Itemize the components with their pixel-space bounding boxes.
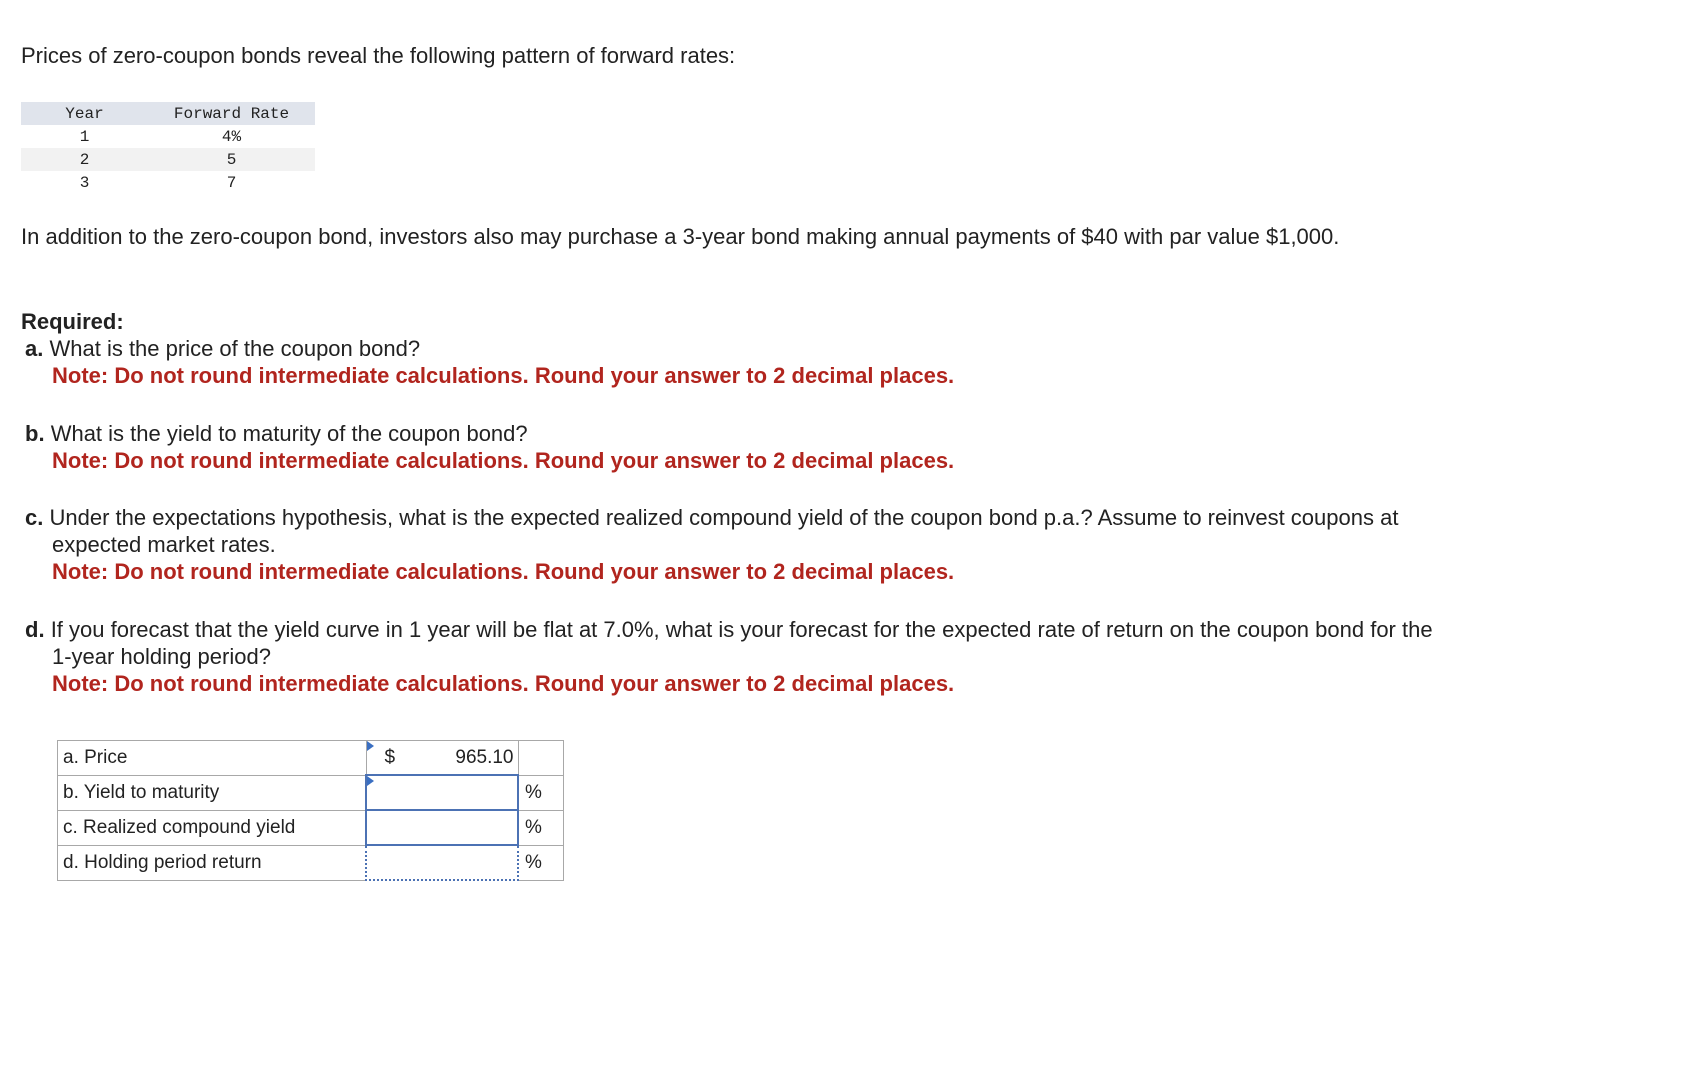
realized-input[interactable] <box>366 810 518 845</box>
answer-marker-icon <box>367 741 374 751</box>
question-note: Note: Do not round intermediate calculations. Round your answer to 2 decimal places. <box>52 448 955 473</box>
ytm-unit: % <box>518 775 564 810</box>
question-letter: c. <box>25 505 44 530</box>
bond-description: In addition to the zero-coupon bond, investors also may purchase a 3-year bond making annual payments of $40 with par value $1,000. <box>21 224 1340 249</box>
question-a <box>25 335 1445 389</box>
answer-row-ytm <box>58 775 564 810</box>
year-cell: 1 <box>79 127 90 146</box>
forward-rate-header: Forward Rate <box>148 102 315 125</box>
year-cell: 2 <box>21 148 148 171</box>
question-text: If you forecast that the yield curve in 1 year will be flat at 7.0%, what is your forecast for the expected rate of return on the coupon bond for the 1-year holding period? <box>50 617 1433 669</box>
question-letter: b. <box>25 421 45 446</box>
answer-marker-icon <box>367 776 374 786</box>
rate-cell: 7 <box>226 173 237 192</box>
forward-rates-table <box>21 102 315 194</box>
year-cell: 3 <box>79 173 90 192</box>
question-note: Note: Do not round intermediate calculations. Round your answer to 2 decimal places. <box>52 363 955 388</box>
table-row <box>21 171 315 194</box>
question-c <box>25 504 1445 585</box>
answer-row-hpr <box>58 845 564 880</box>
hpr-input[interactable] <box>366 845 518 880</box>
answer-table <box>57 740 564 881</box>
table-row <box>21 148 315 171</box>
question-letter: d. <box>25 617 45 642</box>
question-letter: a. <box>25 336 44 361</box>
rate-cell: 5 <box>148 148 315 171</box>
realized-unit: % <box>518 810 564 845</box>
answer-row-realized <box>58 810 564 845</box>
price-input[interactable] <box>366 741 518 776</box>
question-d <box>25 616 1445 697</box>
year-header: Year <box>21 102 148 125</box>
table-row <box>21 125 315 148</box>
rate-cell: 4% <box>221 127 242 146</box>
intro-text: Prices of zero-coupon bonds reveal the following pattern of forward rates: <box>21 43 736 68</box>
table-header-row <box>21 102 315 125</box>
price-unit <box>518 741 564 776</box>
question-text: Under the expectations hypothesis, what is the expected realized compound yield of the coupon bond p.a.? Assume to reinvest coupons at expected market rates. <box>49 505 1399 557</box>
required-heading: Required: <box>21 309 124 334</box>
question-note: Note: Do not round intermediate calculations. Round your answer to 2 decimal places. <box>52 559 955 584</box>
ytm-label: b. Yield to maturity <box>58 775 367 810</box>
question-text: What is the yield to maturity of the coupon bond? <box>50 421 528 446</box>
question-note: Note: Do not round intermediate calculations. Round your answer to 2 decimal places. <box>52 671 955 696</box>
hpr-label: d. Holding period return <box>58 845 367 880</box>
question-b <box>25 420 1445 474</box>
answer-row-price <box>58 741 564 776</box>
hpr-unit: % <box>518 845 564 880</box>
ytm-input[interactable] <box>366 775 518 810</box>
question-text: What is the price of the coupon bond? <box>49 336 421 361</box>
price-label: a. Price <box>58 741 367 776</box>
realized-label: c. Realized compound yield <box>58 810 367 845</box>
dollar-sign: $ <box>384 746 396 768</box>
price-value: 965.10 <box>455 746 514 768</box>
